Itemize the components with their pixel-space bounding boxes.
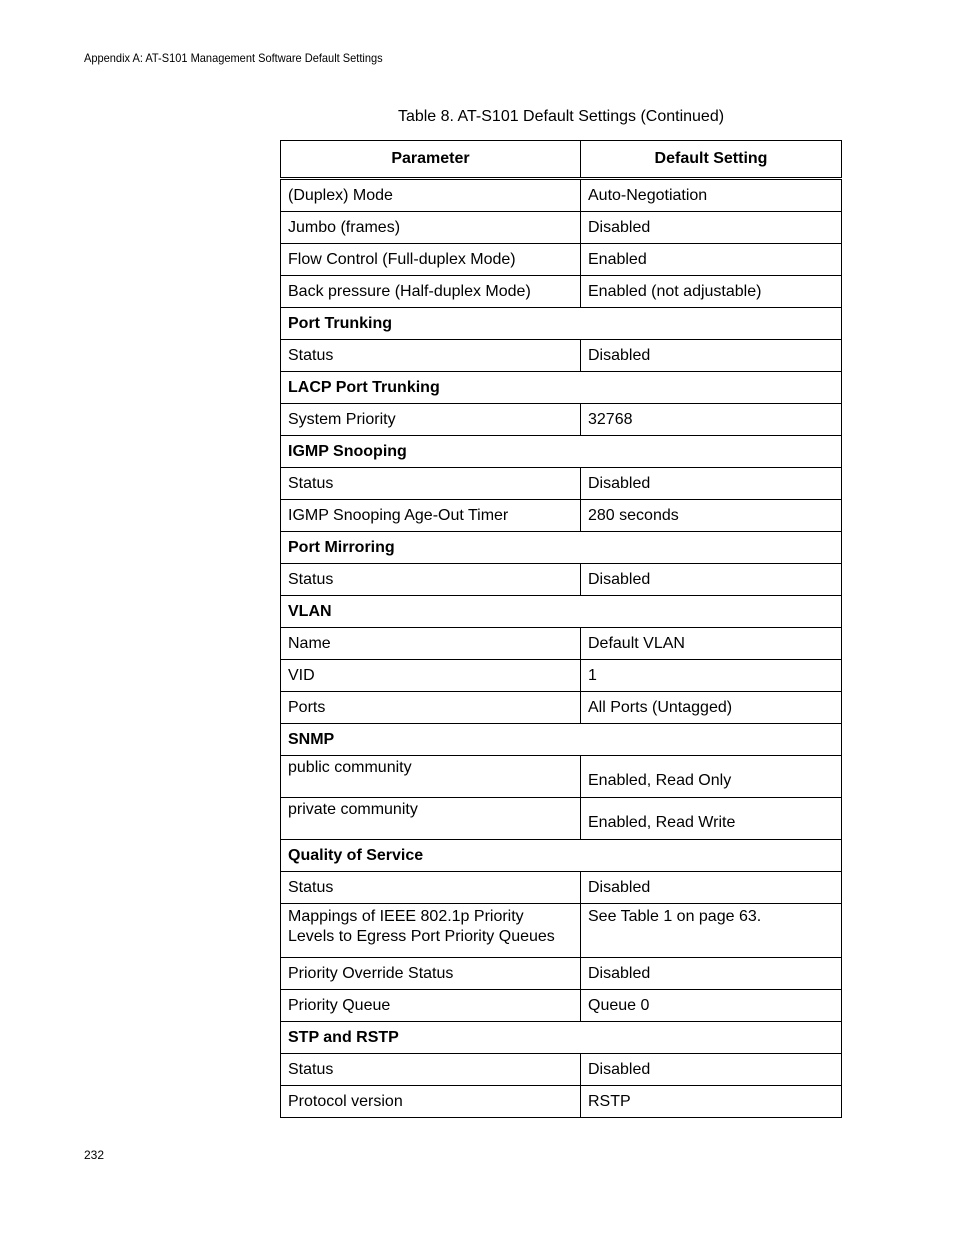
table-row [281,500,842,532]
parameter-cell: IGMP Snooping Age-Out Timer [281,500,581,532]
section-title: Port Trunking [281,308,842,340]
table-row [281,798,842,840]
table-row [281,564,842,596]
parameter-cell: Status [281,468,581,500]
section-title: STP and RSTP [281,1022,842,1054]
table-row [281,756,842,798]
table-row [281,468,842,500]
table-header-row [281,141,842,179]
default-setting-cell: Disabled [581,1054,842,1086]
table-row [281,244,842,276]
parameter-cell: Mappings of IEEE 802.1p Priority Levels to Egress Port Priority Queues [281,904,581,958]
column-header-default-setting: Default Setting [581,141,842,179]
default-setting-cell: Enabled, Read Only [581,756,842,798]
parameter-cell: Status [281,1054,581,1086]
section-header-row [281,308,842,340]
default-setting-cell: Enabled, Read Write [581,798,842,840]
section-header-row [281,532,842,564]
column-header-parameter: Parameter [281,141,581,179]
table-row [281,340,842,372]
parameter-cell: Status [281,564,581,596]
default-setting-cell: Disabled [581,872,842,904]
running-header: Appendix A: AT-S101 Management Software Default Settings [84,51,383,65]
default-setting-cell: Enabled [581,244,842,276]
default-setting-cell: 280 seconds [581,500,842,532]
section-title: VLAN [281,596,842,628]
parameter-cell: private community [281,798,581,840]
table-row [281,1086,842,1118]
default-setting-cell: Disabled [581,340,842,372]
section-header-row [281,372,842,404]
table-row [281,1054,842,1086]
table-row [281,692,842,724]
table-row [281,212,842,244]
section-title: IGMP Snooping [281,436,842,468]
default-setting-cell: See Table 1 on page 63. [581,904,842,958]
parameter-cell: Jumbo (frames) [281,212,581,244]
table-row [281,958,842,990]
section-title: SNMP [281,724,842,756]
section-header-row [281,436,842,468]
parameter-cell: Priority Queue [281,990,581,1022]
table-row [281,404,842,436]
parameter-cell: Protocol version [281,1086,581,1118]
table-body [281,179,842,1118]
parameter-cell: VID [281,660,581,692]
default-setting-cell: Disabled [581,212,842,244]
parameter-cell: System Priority [281,404,581,436]
parameter-cell: Priority Override Status [281,958,581,990]
parameter-cell: Status [281,340,581,372]
section-title: LACP Port Trunking [281,372,842,404]
section-title: Quality of Service [281,840,842,872]
table-row [281,179,842,212]
default-setting-cell: Disabled [581,564,842,596]
parameter-cell: Ports [281,692,581,724]
table-caption: Table 8. AT-S101 Default Settings (Continued) [397,108,725,125]
default-setting-cell: Auto-Negotiation [581,179,842,212]
default-setting-cell: 1 [581,660,842,692]
parameter-cell: Back pressure (Half-duplex Mode) [281,276,581,308]
table-row [281,872,842,904]
default-setting-cell: RSTP [581,1086,842,1118]
default-setting-cell: Disabled [581,958,842,990]
section-header-row [281,1022,842,1054]
default-setting-cell: 32768 [581,404,842,436]
parameter-cell: Name [281,628,581,660]
table-row [281,990,842,1022]
section-header-row [281,840,842,872]
page-number: 232 [84,1148,105,1162]
table-row [281,904,842,958]
default-setting-cell: Disabled [581,468,842,500]
parameter-cell: (Duplex) Mode [281,179,581,212]
section-title: Port Mirroring [281,532,842,564]
section-header-row [281,596,842,628]
parameter-cell: Flow Control (Full-duplex Mode) [281,244,581,276]
default-setting-cell: Queue 0 [581,990,842,1022]
table-row [281,660,842,692]
default-setting-cell: Enabled (not adjustable) [581,276,842,308]
table-row [281,628,842,660]
default-setting-cell: All Ports (Untagged) [581,692,842,724]
table-row [281,276,842,308]
section-header-row [281,724,842,756]
parameter-cell: Status [281,872,581,904]
default-setting-cell: Default VLAN [581,628,842,660]
parameter-cell: public community [281,756,581,798]
default-settings-table [280,140,842,1118]
